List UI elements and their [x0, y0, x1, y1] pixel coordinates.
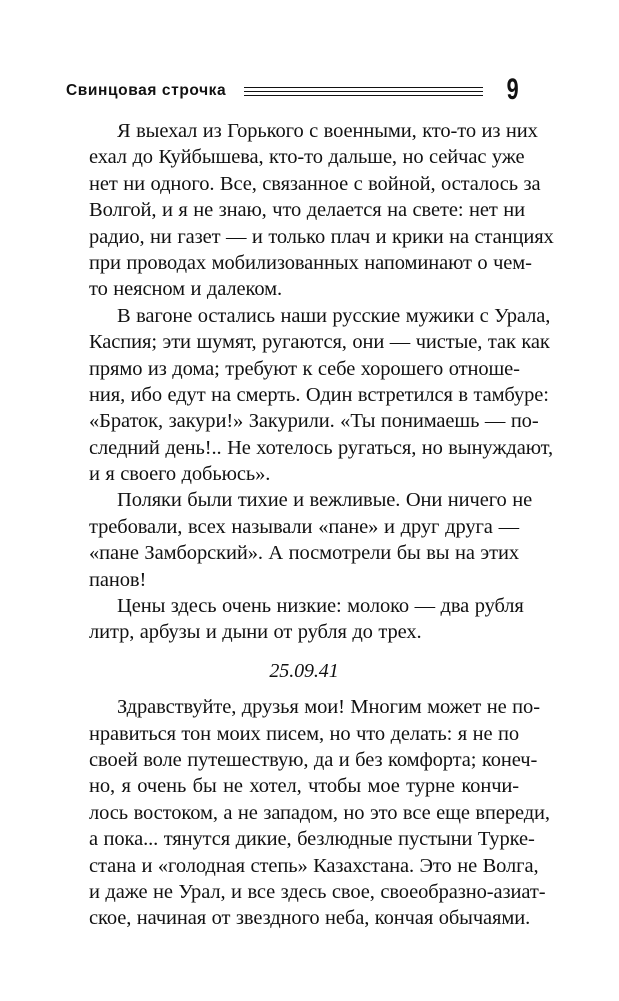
running-header: [66, 74, 521, 106]
text-line: Я выехал из Горького с военными, кто-то из них: [117, 120, 538, 142]
text-line: стана и «голодная степь» Казахстана. Это не Волга,: [89, 854, 539, 877]
text-line: «Браток, закури!» Закурили. «Ты понимаешь — по-: [89, 410, 539, 433]
text-line: Волгой, и я не знаю, что делается на свете: нет ни: [89, 199, 525, 222]
body-text: [89, 118, 554, 932]
text-line: радио, ни газет — и только плач и крики на станциях: [89, 225, 554, 248]
text-line: панов!: [89, 568, 147, 591]
text-line: ехал до Куйбышева, кто-то дальше, но сейчас уже: [89, 146, 525, 169]
text-line: но, я очень бы не хотел, чтобы мое турне кончи-: [89, 775, 519, 798]
text-line: лось востоком, а не западом, но это все еще впереди,: [89, 801, 550, 824]
header-rule: [244, 87, 483, 88]
text-line: нравиться тон моих писем, но что делать: я не по: [89, 722, 519, 745]
text-line: при проводах мобилизованных напоминают о чем-: [89, 251, 532, 274]
text-line: В вагоне остались наши русские мужики с Урала,: [117, 304, 551, 327]
header-rule: [244, 95, 483, 96]
text-line: и я своего добьюсь».: [89, 463, 271, 486]
text-line: а пока... тянутся дикие, безлюдные пустыни Турке-: [89, 828, 535, 851]
text-line: ния, ибо едут на смерть. Один встретился в тамбуре:: [89, 383, 549, 406]
running-title: Свинцовая строчка: [66, 81, 232, 101]
text-line: Поляки были тихие и вежливые. Они ничего не: [117, 489, 533, 512]
text-line: литр, арбузы и дыни от рубля до трех.: [89, 621, 422, 644]
text-line: и даже не Урал, и все здесь свое, своеобразно-азиат-: [89, 880, 546, 903]
text-line: ское, начиная от звездного неба, кончая обычаями.: [89, 907, 531, 930]
text-line: то неясном и далеком.: [89, 278, 282, 301]
entry-date: 25.09.41: [269, 659, 339, 682]
text-line: Цены здесь очень низкие: молоко — два рубля: [117, 595, 524, 618]
text-line: следний день!.. Не хотелось ругаться, но вынуждают,: [89, 436, 553, 459]
header-rule: [244, 91, 483, 92]
text-line: прямо из дома; требуют к себе хорошего отноше-: [89, 357, 520, 380]
text-section-1: [89, 118, 554, 646]
text-line: нет ни одного. Все, связанное с войной, осталось за: [89, 172, 541, 195]
text-line: своей воле путешествую, да и без комфорта; конеч-: [89, 748, 538, 771]
text-line: «пане Замборский». А посмотрели бы вы на этих: [89, 542, 519, 565]
text-line: Каспия; эти шумят, ругаются, они — чистые, так как: [89, 331, 550, 354]
text-line: Здравствуйте, друзья мои! Многим может не по-: [117, 696, 540, 719]
text-line: требовали, всех называли «пане» и друг друга —: [89, 515, 519, 538]
text-section-2: [89, 694, 550, 932]
page-number: 9: [506, 73, 519, 106]
